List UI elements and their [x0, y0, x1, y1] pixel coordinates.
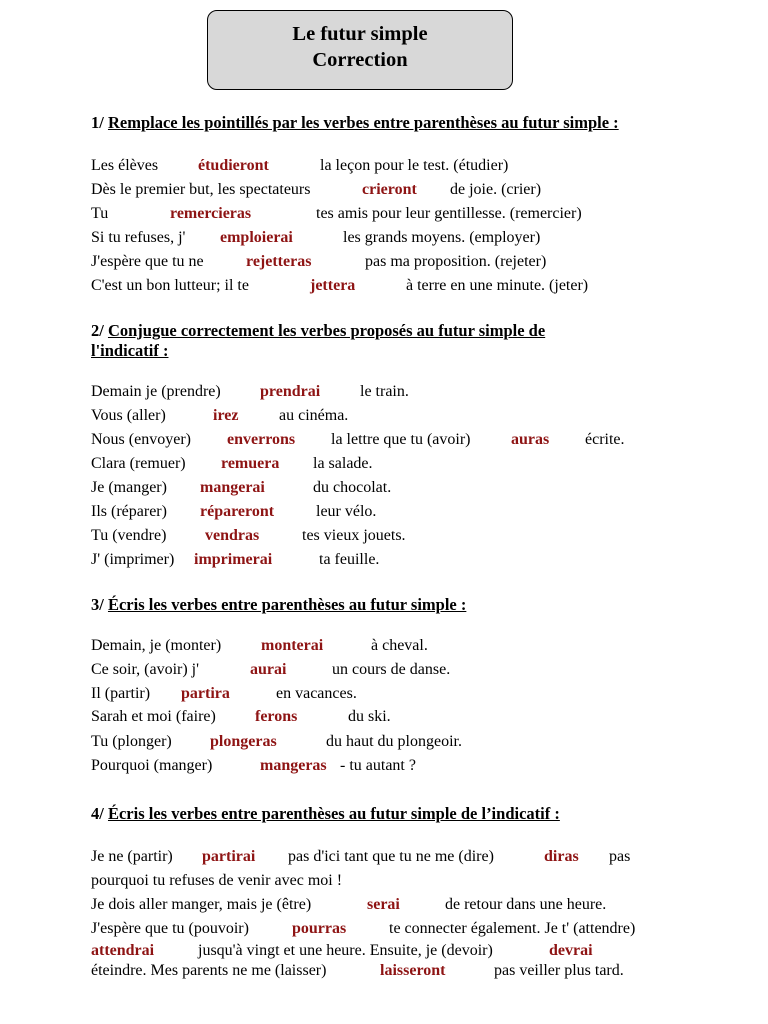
- line-text: du ski.: [348, 708, 391, 725]
- line-text: Je (manger): [91, 479, 167, 496]
- line-text: ta feuille.: [319, 551, 380, 568]
- answer: répareront: [200, 503, 275, 520]
- answer: laisseront: [380, 962, 446, 979]
- line-text: Je dois aller manger, mais je (être): [91, 896, 312, 913]
- answer: mangerai: [200, 479, 265, 496]
- line-text: Clara (remuer): [91, 455, 186, 472]
- line-text: à cheval.: [371, 637, 428, 654]
- line-text: Nous (envoyer): [91, 431, 191, 448]
- line-text: à terre en une minute. (jeter): [406, 277, 589, 294]
- answer: aurai: [250, 661, 287, 678]
- answer: serai: [367, 896, 400, 913]
- ex4-instruction: Écris les verbes entre parenthèses au futur simple de l’indicatif :: [107, 804, 560, 823]
- answer: prendrai: [260, 383, 321, 400]
- line-text: Ce soir, (avoir) j': [91, 661, 199, 678]
- line-text: J' (imprimer): [91, 551, 175, 568]
- answer: monterai: [261, 637, 324, 654]
- ex1-number: 1/: [91, 113, 104, 132]
- line-text: te connecter également. Je t' (attendre): [389, 920, 636, 937]
- answer: auras: [511, 431, 550, 448]
- line-text: tes amis pour leur gentillesse. (remercier): [316, 205, 582, 222]
- answer: attendrai: [91, 942, 155, 959]
- line-text: jusqu'à vingt et une heure. Ensuite, je (devoir): [198, 942, 493, 959]
- answer: enverrons: [227, 431, 296, 448]
- ex2-instruction-line2: l'indicatif :: [91, 341, 169, 360]
- ex1-heading: [91, 113, 619, 133]
- ex2-number: 2/: [91, 321, 104, 340]
- answer: mangeras: [260, 757, 327, 774]
- ex3-heading: [91, 595, 466, 615]
- line-text: de joie. (crier): [450, 181, 542, 198]
- title-line-1: Le futur simple: [292, 23, 428, 45]
- line-text: de retour dans une heure.: [445, 896, 607, 913]
- line-text: écrite.: [585, 431, 625, 448]
- ex2-heading: [91, 321, 545, 361]
- line-text: Sarah et moi (faire): [91, 708, 216, 725]
- answer: pourras: [292, 920, 347, 937]
- line-text: pas: [609, 848, 631, 865]
- line-text: Demain je (prendre): [91, 383, 221, 400]
- line-text: en vacances.: [276, 685, 357, 702]
- line-text: Tu (plonger): [91, 733, 172, 750]
- line-text: Il (partir): [91, 685, 151, 702]
- answer: diras: [544, 848, 579, 865]
- answer: devrai: [549, 942, 593, 959]
- line-text: tes vieux jouets.: [302, 527, 406, 544]
- ex4-number: 4/: [91, 804, 104, 823]
- line-text: Pourquoi (manger): [91, 757, 213, 774]
- line-text: C'est un bon lutteur; il te: [91, 277, 249, 294]
- line-text: pas d'ici tant que tu ne me (dire): [288, 848, 494, 865]
- line-text: du haut du plongeoir.: [326, 733, 462, 750]
- line-text: un cours de danse.: [332, 661, 451, 678]
- line-text: Si tu refuses, j': [91, 229, 186, 246]
- line-text: pas veiller plus tard.: [494, 962, 624, 979]
- line-text: pourquoi tu refuses de venir avec moi !: [91, 872, 343, 889]
- answer: emploierai: [220, 229, 293, 246]
- line-text: Je ne (partir): [91, 848, 173, 865]
- line-text: Tu (vendre): [91, 527, 167, 544]
- answer: remuera: [221, 455, 280, 472]
- line-text: - tu autant ?: [340, 757, 416, 774]
- ex3-instruction: Écris les verbes entre parenthèses au futur simple :: [107, 595, 467, 614]
- line-text: Tu: [91, 205, 109, 222]
- line-text: les grands moyens. (employer): [343, 229, 541, 246]
- line-text: Dès le premier but, les spectateurs: [91, 181, 311, 198]
- line-text: Ils (réparer): [91, 503, 167, 520]
- answer: irez: [213, 407, 239, 424]
- answer: vendras: [205, 527, 260, 544]
- line-text: du chocolat.: [313, 479, 392, 496]
- ex1-instruction: Remplace les pointillés par les verbes entre parenthèses au futur simple :: [107, 113, 619, 132]
- ex2-instruction-line1: Conjugue correctement les verbes proposés au futur simple de: [107, 321, 546, 340]
- line-text: Vous (aller): [91, 407, 166, 424]
- answer: plongeras: [210, 733, 277, 750]
- line-text: le train.: [360, 383, 409, 400]
- line-text: J'espère que tu (pouvoir): [91, 920, 249, 937]
- line-text: J'espère que tu ne: [91, 253, 204, 270]
- answer: partirai: [202, 848, 256, 865]
- answer: partira: [181, 685, 230, 702]
- title-box: [207, 10, 513, 90]
- answer: étudieront: [198, 157, 269, 174]
- title-line-2: Correction: [312, 49, 408, 71]
- answer: imprimerai: [194, 551, 273, 568]
- answer: jettera: [310, 277, 356, 294]
- line-text: pas ma proposition. (rejeter): [365, 253, 547, 270]
- answer: crieront: [362, 181, 417, 198]
- line-text: la leçon pour le test. (étudier): [320, 157, 509, 174]
- answer: rejetteras: [246, 253, 312, 270]
- line-text: Demain, je (monter): [91, 637, 222, 654]
- line-text: éteindre. Mes parents ne me (laisser): [91, 962, 327, 979]
- line-text: Les élèves: [91, 157, 159, 174]
- ex4-heading: [91, 804, 560, 824]
- ex3-number: 3/: [91, 595, 104, 614]
- answer: remercieras: [170, 205, 252, 222]
- line-text: la lettre que tu (avoir): [331, 431, 471, 448]
- line-text: au cinéma.: [279, 407, 349, 424]
- answer: ferons: [255, 708, 298, 725]
- line-text: la salade.: [313, 455, 373, 472]
- line-text: leur vélo.: [316, 503, 377, 520]
